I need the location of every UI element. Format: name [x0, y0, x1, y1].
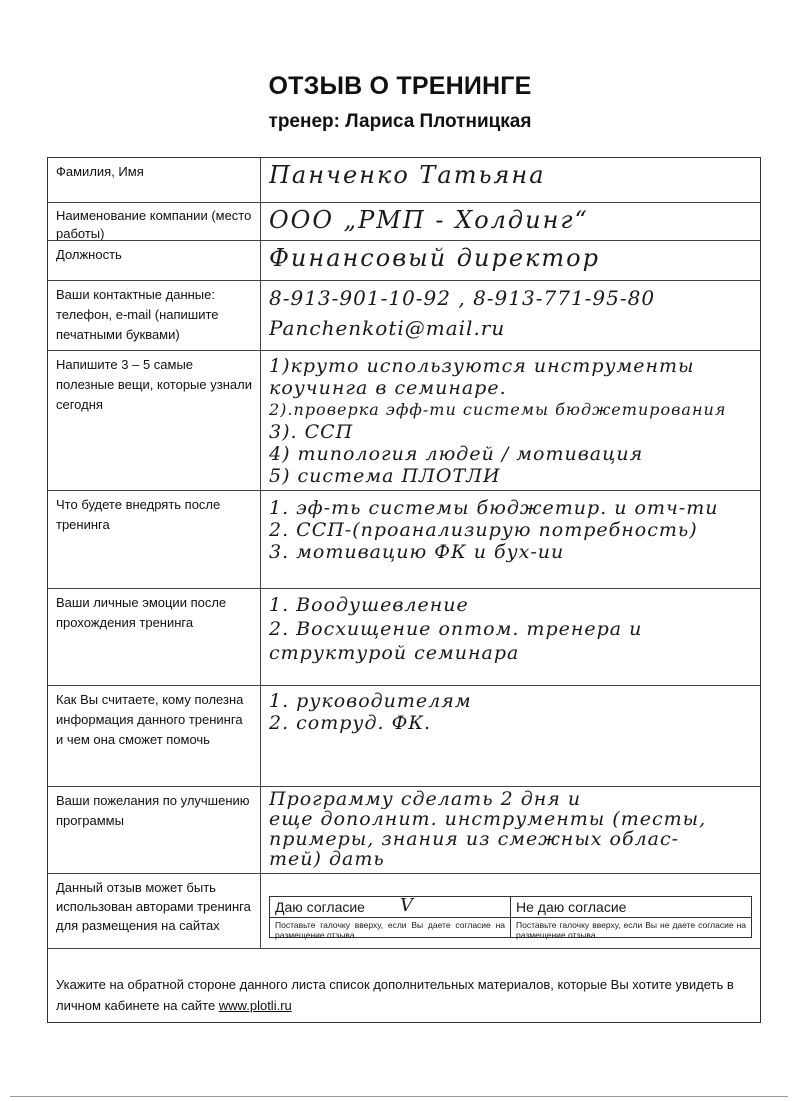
- label-full-name: Фамилия, Имя: [48, 158, 261, 202]
- label-contacts: Ваши контактные данные: телефон, e-mail (напишите печатными буквами): [48, 281, 261, 350]
- label-useful-things: Напишите 3 – 5 самые полезные вещи, которые узнали сегодня: [48, 351, 261, 490]
- consent-deny-hint: Поставьте галочку вверху, если Вы не даете согласие на размещение отзыва: [516, 920, 746, 940]
- label-suggestions: Ваши пожелания по улучшению программы: [48, 787, 261, 873]
- label-consent: Данный отзыв может быть использован авторами тренинга для размещения на сайтах: [48, 874, 261, 948]
- trainer-subtitle: тренер: Лариса Плотницкая: [268, 111, 532, 132]
- handwritten-line: 1. руководителям: [269, 690, 472, 712]
- row-emotions: [48, 589, 760, 686]
- handwritten-email: Panchenkoti@mail.ru: [269, 316, 506, 340]
- row-footer-note: [48, 949, 760, 1024]
- row-who-benefits: [48, 686, 760, 787]
- row-implement: [48, 491, 760, 589]
- consent-deny-title: Не даю согласие: [511, 897, 751, 918]
- handwritten-line: 3). ССП: [269, 421, 354, 443]
- field-suggestions[interactable]: [261, 787, 760, 873]
- consent-area: [261, 874, 760, 948]
- field-contacts[interactable]: [261, 281, 760, 350]
- handwritten-line: коучинга в семинаре.: [269, 377, 507, 399]
- handwritten-line: ООО „РМП - Холдинг“: [269, 206, 589, 234]
- scan-edge-line: [10, 1096, 788, 1097]
- field-emotions[interactable]: [261, 589, 760, 685]
- field-useful-things[interactable]: [261, 351, 760, 490]
- handwritten-line: 2. сотруд. ФК.: [269, 712, 432, 734]
- handwritten-line: 3. мотивацию ФК и бух-ии: [269, 541, 565, 563]
- field-who-benefits[interactable]: [261, 686, 760, 786]
- label-company: Наименование компании (место работы): [48, 203, 261, 240]
- handwritten-line: 2. Восхищение оптом. тренера и: [269, 618, 643, 640]
- consent-give-option[interactable]: [270, 895, 510, 940]
- handwritten-line: структурой семинара: [269, 642, 520, 664]
- handwritten-line: Программу сделать 2 дня и: [269, 789, 582, 809]
- field-full-name[interactable]: [261, 158, 760, 202]
- handwritten-line: еще дополнит. инструменты (тесты,: [269, 809, 707, 829]
- handwritten-line: Панченко Татьяна: [269, 161, 546, 189]
- handwritten-line: 2. ССП-(проанализирую потребность): [269, 519, 698, 541]
- footer-note: [48, 949, 760, 1024]
- handwritten-line: 1. эф-ть системы бюджетир. и отч-ти: [269, 497, 719, 519]
- handwritten-line: тей) дать: [269, 849, 385, 869]
- consent-give-title: Даю согласие: [270, 897, 510, 918]
- label-who-benefits: Как Вы считаете, кому полезна информация данного тренинга и чем она сможет помочь: [48, 686, 261, 786]
- consent-deny-option[interactable]: [510, 897, 751, 940]
- row-full-name: [48, 158, 760, 203]
- label-implement: Что будете внедрять после тренинга: [48, 491, 261, 588]
- handwritten-line: 5) система ПЛОТЛИ: [269, 465, 501, 487]
- field-implement[interactable]: [261, 491, 760, 588]
- label-position: Должность: [48, 241, 261, 280]
- consent-give-hint: Поставьте галочку вверху, если Вы даете согласие на размещение отзыва: [275, 920, 505, 940]
- website-link[interactable]: www.plotli.ru: [218, 998, 292, 1013]
- row-consent: [48, 874, 760, 949]
- handwritten-line: Финансовый директор: [269, 244, 600, 272]
- row-useful-things: [48, 351, 760, 491]
- handwritten-line: 4) типология людей / мотивация: [269, 443, 644, 465]
- label-emotions: Ваши личные эмоции после прохождения тренинга: [48, 589, 261, 685]
- handwritten-line: 2).проверка эфф-ти системы бюджетирования: [269, 400, 727, 419]
- handwritten-phones: 8-913-901-10-92 , 8-913-771-95-80: [269, 286, 656, 310]
- field-company[interactable]: [261, 203, 760, 240]
- row-position: [48, 241, 760, 281]
- feedback-form-table: [47, 157, 761, 1023]
- form-title: ОТЗЫВ О ТРЕНИНГЕ: [268, 72, 532, 100]
- field-position[interactable]: [261, 241, 760, 280]
- row-company: [48, 203, 760, 241]
- handwritten-line: 1)круто используются инструменты: [269, 355, 695, 377]
- handwritten-line: примеры, знания из смежных облас-: [269, 829, 680, 849]
- footer-text: Укажите на обратной стороне данного листа список дополнительных материалов, которые Вы хотите увидеть в личном кабинете на сайте: [56, 977, 734, 1013]
- consent-options: [269, 896, 752, 938]
- handwritten-line: 1. Воодушевление: [269, 594, 469, 616]
- row-contacts: [48, 281, 760, 351]
- checkmark-icon: V: [400, 895, 413, 916]
- row-suggestions: [48, 787, 760, 874]
